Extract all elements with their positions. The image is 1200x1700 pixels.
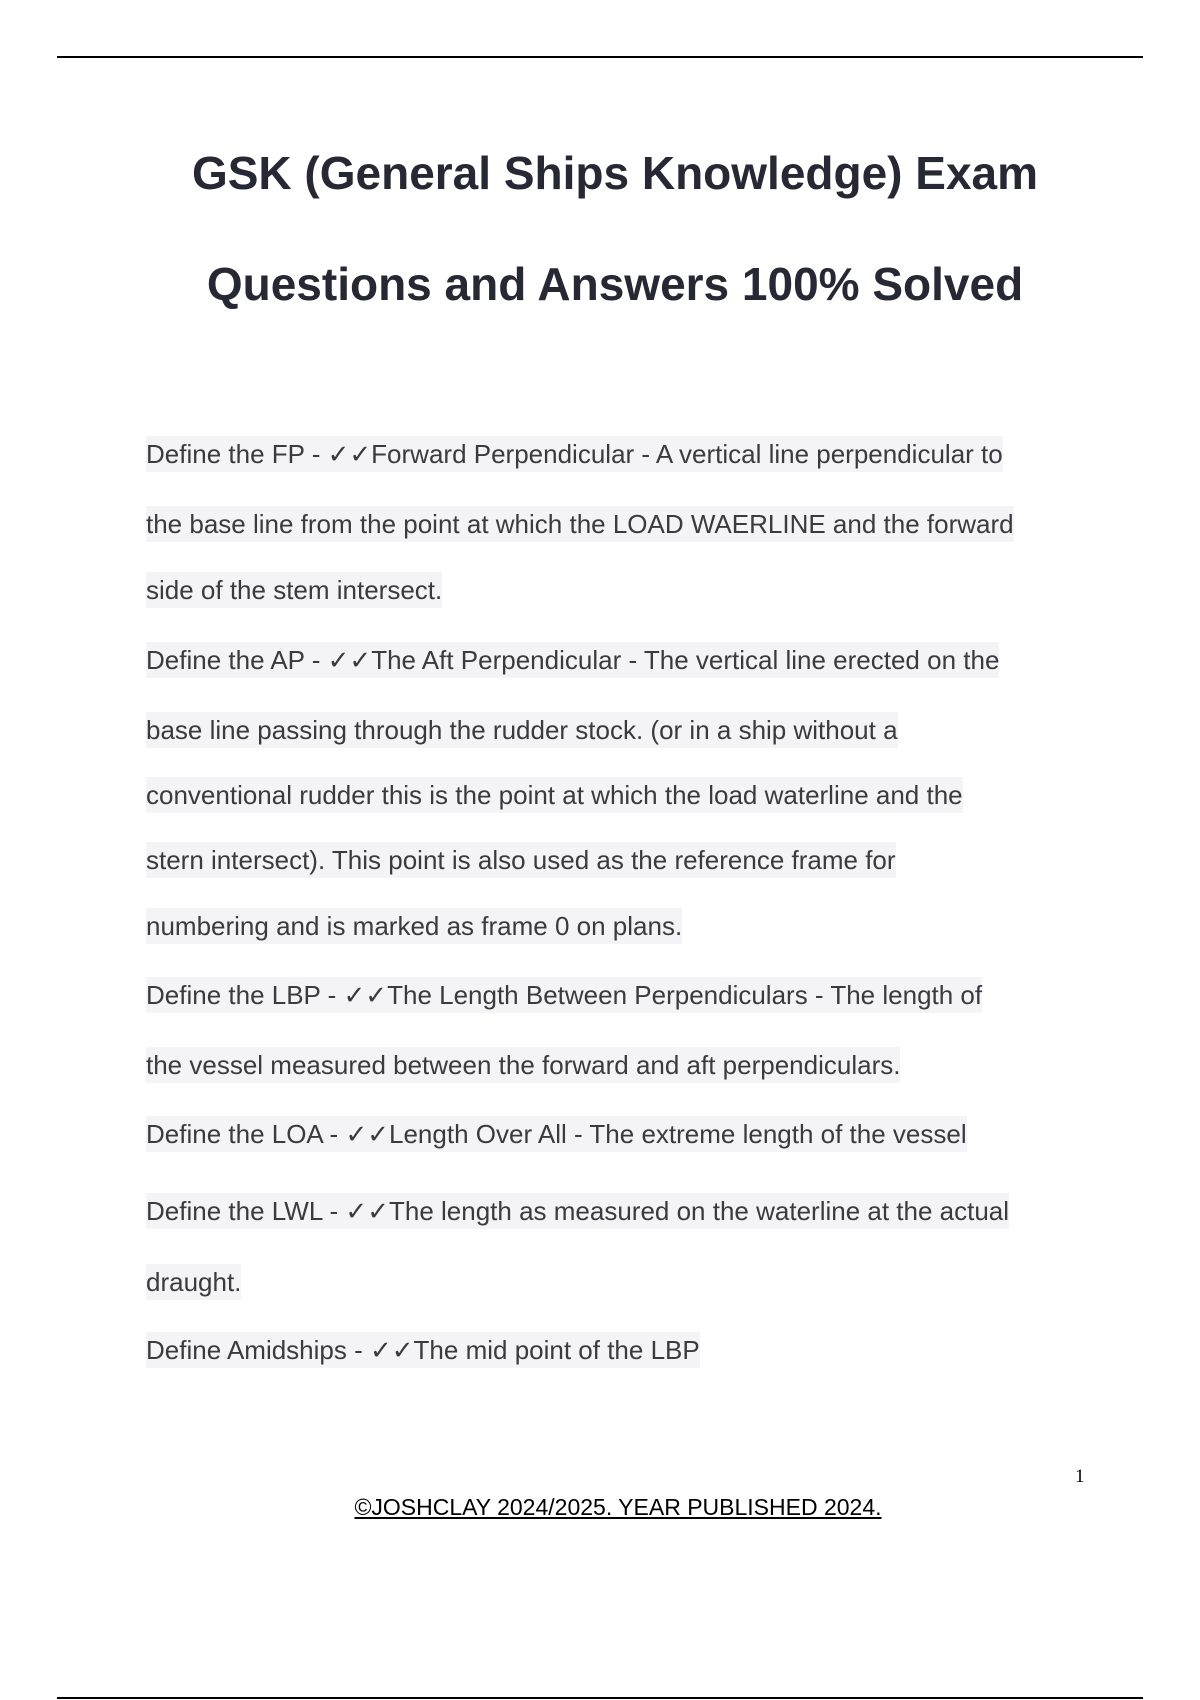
qa-line: conventional rudder this is the point at which the load waterline and the xyxy=(146,777,963,813)
copyright-footer: ©JOSHCLAY 2024/2025. YEAR PUBLISHED 2024. xyxy=(354,1494,882,1520)
qa-line: stern intersect). This point is also used as the reference frame for xyxy=(146,842,896,878)
page-number: 1 xyxy=(1075,1466,1085,1487)
document-title-line-2: Questions and Answers 100% Solved xyxy=(206,258,1024,310)
qa-line: Define the LWL - ✓✓The length as measured on the waterline at the actual xyxy=(146,1193,1009,1229)
qa-line: Define the LOA - ✓✓Length Over All - The extreme length of the vessel xyxy=(146,1116,967,1152)
qa-line: Define the AP - ✓✓The Aft Perpendicular - The vertical line erected on the xyxy=(146,642,999,678)
qa-line: side of the stem intersect. xyxy=(146,572,442,608)
qa-line: Define the FP - ✓✓Forward Perpendicular - A vertical line perpendicular to xyxy=(146,436,1003,472)
qa-line: the vessel measured between the forward and aft perpendiculars. xyxy=(146,1047,900,1083)
qa-line: Define Amidships - ✓✓The mid point of the LBP xyxy=(146,1332,700,1368)
qa-line: Define the LBP - ✓✓The Length Between Perpendiculars - The length of xyxy=(146,977,982,1013)
qa-line: numbering and is marked as frame 0 on plans. xyxy=(146,908,682,944)
qa-line: base line passing through the rudder stock. (or in a ship without a xyxy=(146,712,898,748)
qa-line: the base line from the point at which the LOAD WAERLINE and the forward xyxy=(146,506,1014,542)
document-title-line-1: GSK (General Ships Knowledge) Exam xyxy=(191,147,1039,199)
bottom-rule xyxy=(57,1697,1143,1699)
top-rule xyxy=(57,56,1143,58)
qa-line: draught. xyxy=(146,1264,241,1300)
